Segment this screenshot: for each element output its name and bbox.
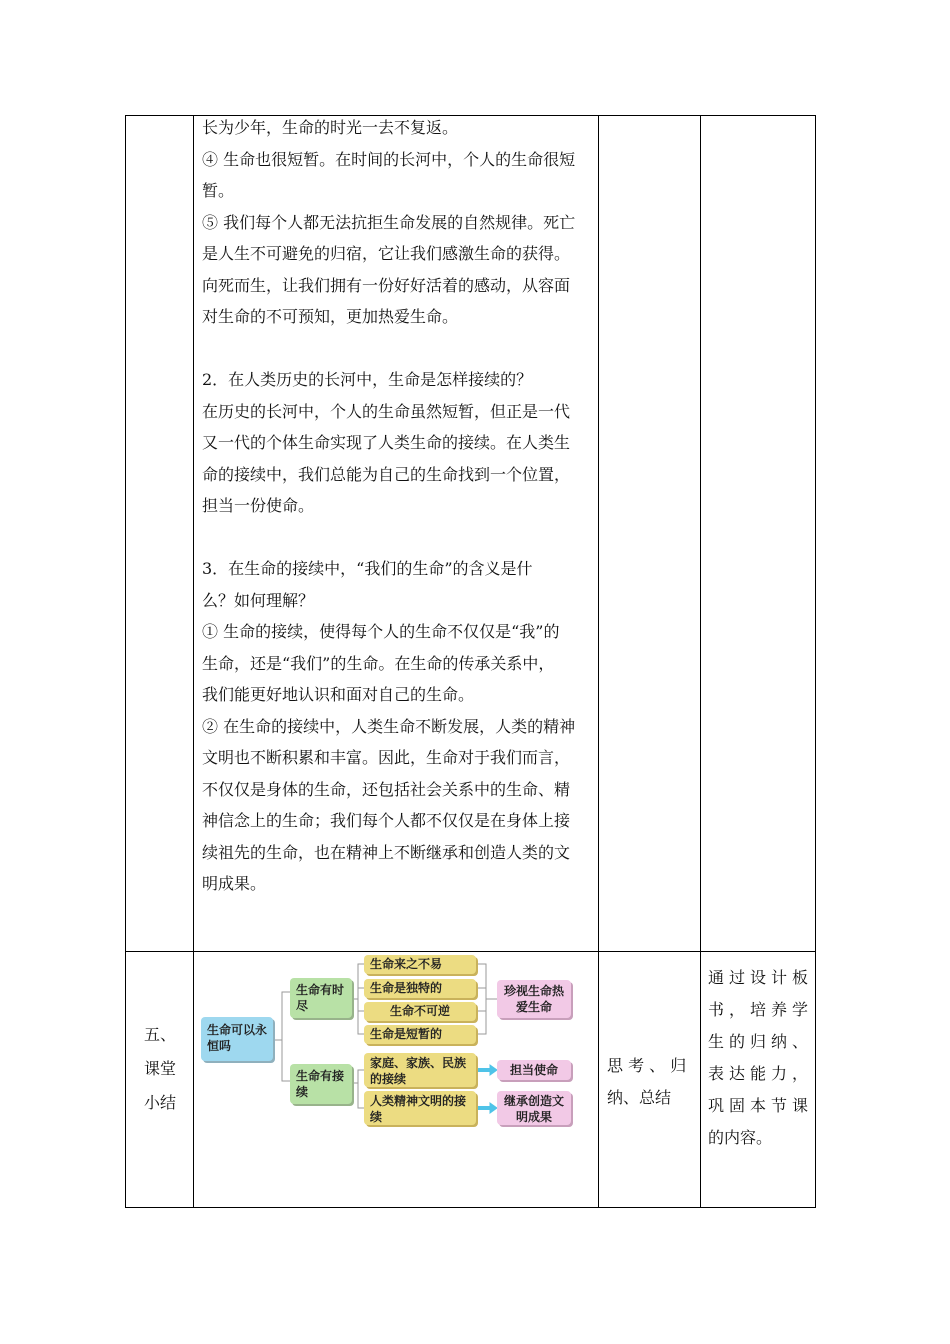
- section-label-line: 小结: [143, 1093, 176, 1112]
- content-line: 是人生不可避免的归宿，它让我们感激生命的获得。: [202, 244, 571, 263]
- content-line: 在历史的长河中，个人的生命虽然短暂，但正是一代: [202, 401, 571, 421]
- mindmap-leaf: 家庭、家族、民族的接续: [364, 1053, 476, 1087]
- section-label-line: 五、: [143, 1025, 176, 1044]
- question-heading: 么？如何理解？: [202, 590, 315, 610]
- purpose-line: 书，培养学: [708, 1000, 808, 1019]
- teaching-method: [607, 1050, 691, 1114]
- method-line: 思 考 、 归: [607, 1056, 687, 1075]
- content-line: ④ 生命也很短暂。在时间的长河中，个人的生命很短: [202, 149, 576, 169]
- content-line: 不仅仅是身体的生命，还包括社会关系中的生命、精: [202, 779, 571, 799]
- content-line: 我们能更好地认识和面对自己的生命。: [202, 685, 475, 704]
- mindmap-result-2: 担当使命: [497, 1060, 571, 1080]
- method-line: 纳、总结: [607, 1088, 672, 1107]
- mindmap-leaf: 生命是短暂的: [364, 1025, 476, 1044]
- content-line: 神信念上的生命；我们每个人都不仅仅是在身体上接: [202, 811, 571, 830]
- purpose-line: 表达能力，: [708, 1064, 808, 1083]
- mindmap-root: 生命可以永恒吗: [201, 1017, 273, 1061]
- question-heading: 3．在生命的接续中，“我们的生命”的含义是什: [202, 559, 533, 578]
- content-line: 长为少年，生命的时光一去不复返。: [202, 118, 459, 137]
- design-purpose: [708, 962, 808, 1154]
- question-heading: 2．在人类历史的长河中，生命是怎样接续的？: [202, 370, 533, 389]
- mindmap-branch-1: 生命有时尽: [290, 978, 352, 1018]
- content-line: 明成果。: [202, 874, 267, 893]
- content-line: 担当一份使命。: [202, 496, 315, 515]
- content-line: 生命，还是“我们”的生命。在生命的传承关系中，: [202, 653, 555, 673]
- mindmap-result-1: 珍视生命热爱生命: [497, 980, 571, 1018]
- mindmap-leaf: 人类精神文明的接续: [364, 1091, 476, 1125]
- content-line: ② 在生命的接续中，人类生命不断发展，人类的精神: [202, 716, 576, 736]
- purpose-line: 通过设计板: [708, 968, 808, 987]
- mindmap-leaf: 生命来之不易: [364, 955, 476, 974]
- mindmap-leaf: 生命不可逆: [364, 1002, 476, 1021]
- content-line: ⑤ 我们每个人都无法抗拒生命发展的自然规律。死亡: [202, 212, 576, 232]
- mindmap-branch-2: 生命有接续: [290, 1064, 352, 1104]
- content-line: ① 生命的接续，使得每个人的生命不仅仅是“我”的: [202, 622, 560, 641]
- content-line: 续祖先的生命，也在精神上不断继承和创造人类的文: [202, 842, 571, 862]
- content-line: 文明也不断积累和丰富。因此，生命对于我们而言，: [202, 748, 571, 767]
- purpose-line: 生的归纳、: [708, 1032, 808, 1051]
- purpose-line: 巩固本节课: [708, 1096, 808, 1115]
- section-label-line: 课堂: [143, 1059, 176, 1078]
- content-line: 向死而生，让我们拥有一份好好活着的感动，从容面: [202, 275, 571, 295]
- mindmap-result-3: 继承创造文明成果: [497, 1091, 571, 1125]
- content-line: 对生命的不可预知，更加热爱生命。: [202, 307, 459, 326]
- content-line: 命的接续中，我们总能为自己的生命找到一个位置，: [202, 464, 571, 484]
- content-line: 又一代的个体生命实现了人类生命的接续。在人类生: [202, 433, 571, 452]
- mindmap-leaf: 生命是独特的: [364, 979, 476, 998]
- purpose-line: 的内容。: [708, 1128, 773, 1147]
- content-line: 暂。: [202, 181, 235, 200]
